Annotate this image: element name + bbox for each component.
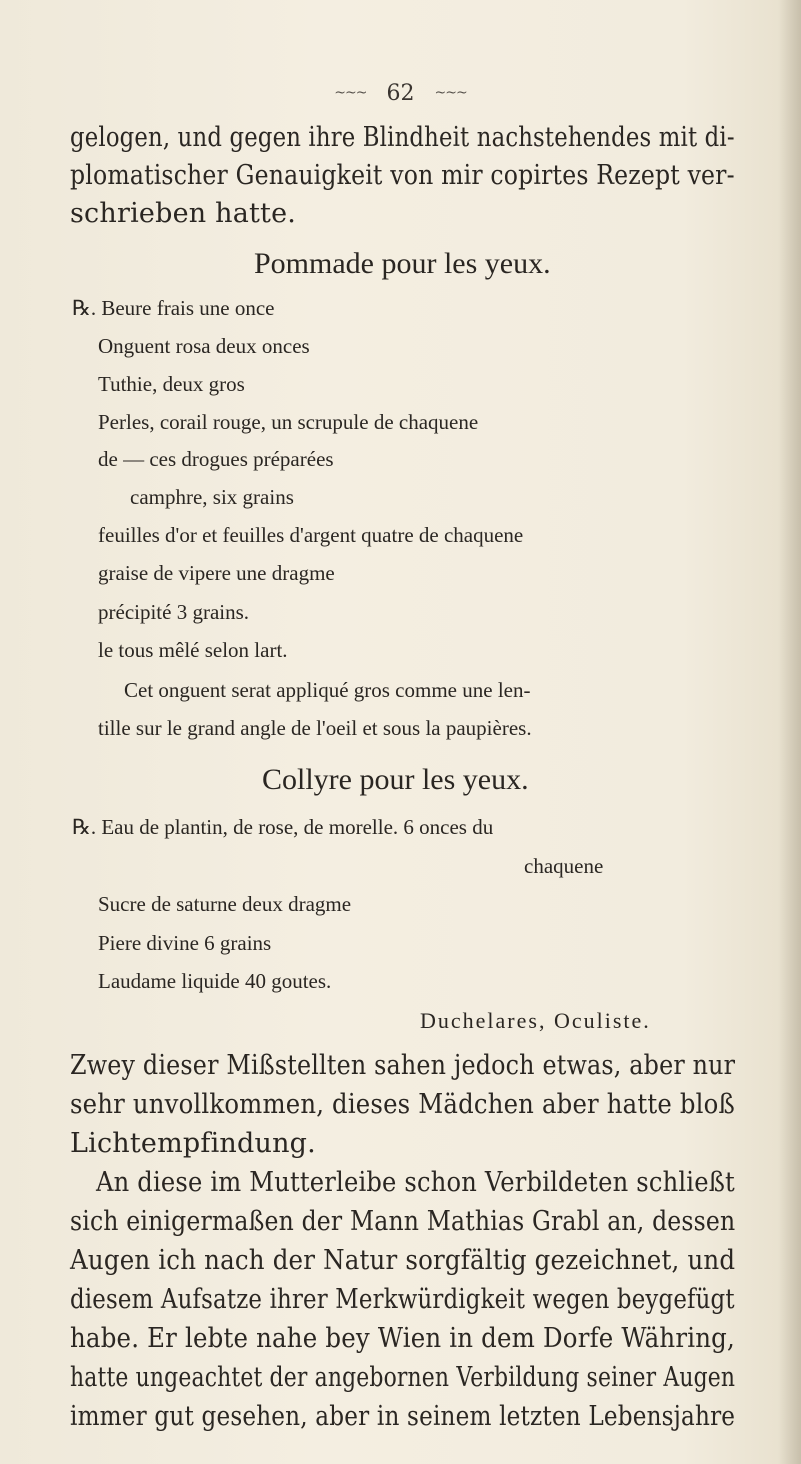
- recipe-line: ℞. Beure frais une once: [72, 296, 275, 320]
- page-edge-shadow: [779, 0, 801, 1464]
- right-ornament: ~~~: [434, 85, 467, 101]
- recipe-line: Tuthie, deux gros: [98, 372, 245, 396]
- text-line: hatte ungeachtet der angebornen Verbildung seiner Augen: [70, 1362, 736, 1393]
- recipe-line: précipité 3 grains.: [98, 600, 250, 624]
- text-line: An diese im Mutterleibe schon Verbildeten schließt: [96, 1167, 735, 1198]
- text-line: sich einigermaßen der Mann Mathias Grabl an, dessen: [70, 1206, 736, 1237]
- text-line: Zwey dieser Mißstellten sahen jedoch etwas, aber nur: [70, 1050, 736, 1081]
- recipe-line: chaquene: [524, 854, 604, 878]
- recipe-line: feuilles d'or et feuilles d'argent quatre de chaquene: [98, 523, 524, 547]
- collyre-title: Collyre pour les yeux.: [262, 763, 529, 796]
- text-line: schrieben hatte.: [70, 198, 297, 229]
- text-line: plomatischer Genauigkeit von mir copirtes Rezept ver-: [70, 160, 735, 191]
- text-line: immer gut gesehen, aber in seinem letzten Lebensjahre: [70, 1401, 736, 1432]
- recipe-line: Piere divine 6 grains: [98, 931, 272, 955]
- recipe-line: graise de vipere une dragme: [98, 561, 335, 585]
- page-header: [0, 78, 801, 108]
- text-line: sehr unvollkommen, dieses Mädchen aber hatte bloß: [70, 1089, 735, 1120]
- text-line: habe. Er lebte nahe bey Wien in dem Dorfe Währing,: [70, 1323, 735, 1354]
- recipe-line: Onguent rosa deux onces: [98, 334, 310, 358]
- recipe-line: camphre, six grains: [130, 485, 294, 509]
- left-ornament: ~~~: [334, 85, 367, 101]
- recipe-line: de — ces drogues préparées: [98, 447, 334, 471]
- signature: Duchelares, Oculiste.: [420, 1008, 651, 1033]
- text-line: Augen ich nach der Natur sorgfältig gezeichnet, und: [70, 1245, 736, 1276]
- recipe-line: le tous mêlé selon lart.: [98, 638, 288, 662]
- text-line: gelogen, und gegen ihre Blindheit nachstehendes mit di-: [70, 122, 735, 153]
- page-number: 62: [386, 80, 415, 106]
- pommade-title: Pommade pour les yeux.: [254, 247, 551, 280]
- recipe-line: tille sur le grand angle de l'oeil et sous la paupières.: [98, 716, 532, 740]
- recipe-line: Perles, corail rouge, un scrupule de chaquene: [98, 410, 479, 434]
- text-line: Lichtempfindung.: [70, 1128, 316, 1159]
- recipe-line: Cet onguent serat appliqué gros comme une len-: [124, 678, 531, 702]
- recipe-line: Laudame liquide 40 goutes.: [98, 969, 332, 993]
- recipe-line: ℞. Eau de plantin, de rose, de morelle. 6 onces du: [72, 815, 494, 839]
- recipe-line: Sucre de saturne deux dragme: [98, 892, 352, 916]
- text-line: diesem Aufsatze ihrer Merkwürdigkeit wegen beygefügt: [70, 1284, 735, 1315]
